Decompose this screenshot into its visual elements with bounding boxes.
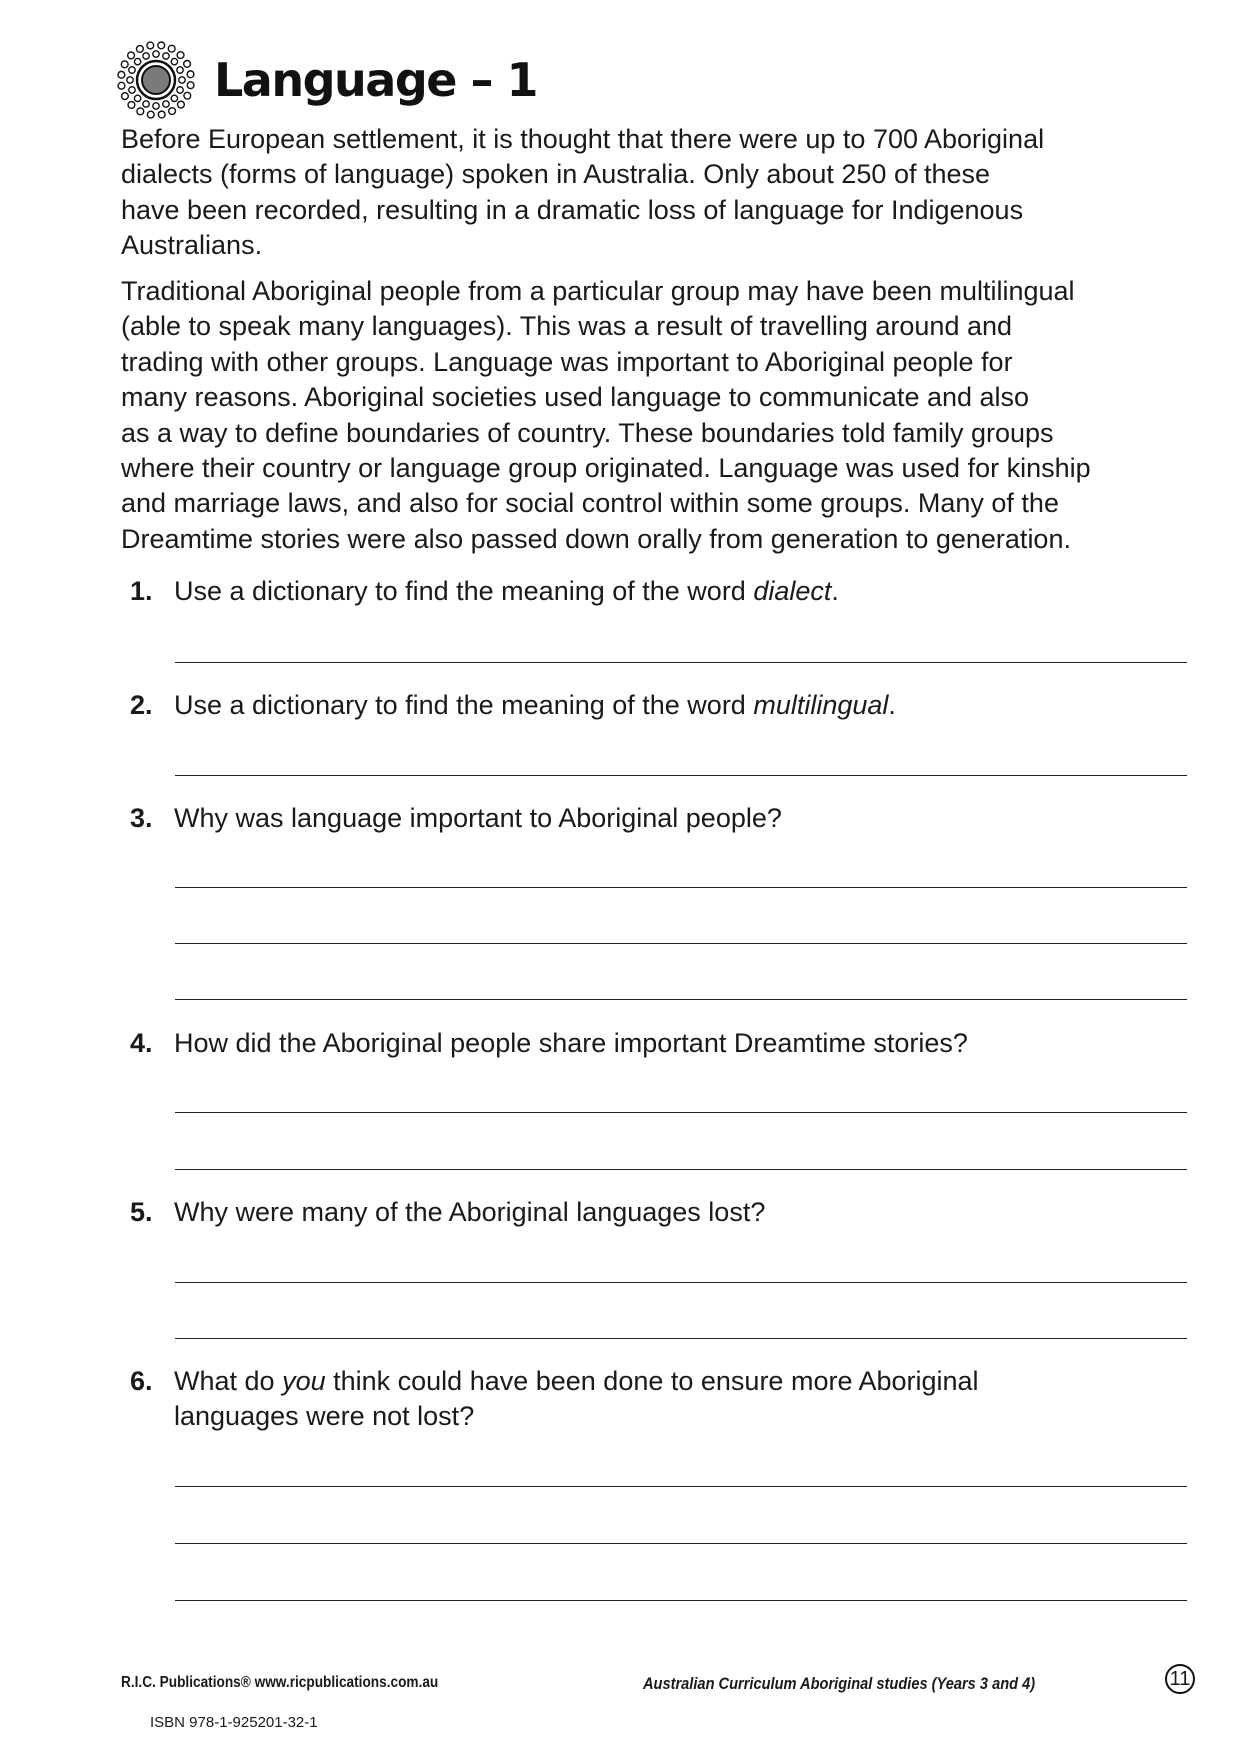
decor-dot: [187, 71, 194, 78]
question-number: 2.: [130, 690, 153, 720]
question-text-part: .: [831, 576, 839, 606]
decor-dot: [128, 102, 135, 109]
answer-line[interactable]: [175, 1282, 1187, 1283]
question-text: [174, 574, 839, 609]
decor-dot: [143, 53, 149, 59]
page-number: [1165, 1664, 1195, 1694]
answer-line[interactable]: [175, 999, 1187, 1000]
decor-dot: [127, 77, 133, 83]
answer-line[interactable]: [175, 775, 1187, 776]
question-text-part: .: [888, 690, 896, 720]
curriculum-title: Australian Curriculum Aboriginal studies (Years 3 and 4): [643, 1674, 1036, 1693]
decor-dot: [163, 101, 169, 107]
decor-dot: [128, 52, 135, 59]
question-number: 1.: [130, 576, 153, 606]
intro-paragraph-1: [121, 122, 1201, 264]
question-text: Why was language important to Aboriginal people?: [174, 803, 782, 833]
question-emphasis: multilingual: [753, 690, 889, 720]
decor-dot: [177, 67, 183, 73]
text-line: Before European settlement, it is thought that there were up to 700 Aboriginal: [121, 124, 1045, 154]
decor-dot: [177, 52, 184, 59]
decor-dot: [158, 42, 165, 49]
question-emphasis: dialect: [753, 576, 832, 606]
decor-dot: [134, 58, 140, 64]
title-row: [116, 40, 537, 120]
question-text-part: What do: [174, 1366, 283, 1396]
question-number: 5.: [130, 1197, 153, 1227]
question-line: [174, 1364, 979, 1399]
answer-line[interactable]: [175, 943, 1187, 944]
text-line: have been recorded, resulting in a dramatic loss of language for Indigenous: [121, 194, 1024, 225]
intro-paragraph-2: [121, 274, 1201, 557]
question-number: 3.: [130, 803, 153, 833]
decor-dot: [179, 77, 185, 83]
decor-dot: [137, 108, 144, 115]
text-line: dialects (forms of language) spoken in Australia. Only about 250 of these: [121, 159, 991, 190]
decor-dot: [134, 95, 140, 101]
decor-dot: [171, 58, 177, 64]
question-text: [174, 1364, 979, 1435]
decor-dot: [169, 108, 176, 115]
decor-dot: [129, 67, 135, 73]
decor-dot: [136, 46, 143, 53]
decor-dot: [147, 42, 154, 49]
decor-dot: [118, 71, 125, 78]
text-line: many reasons. Aboriginal societies used language to communicate and also: [121, 382, 1030, 413]
page-number-text: 11: [1169, 1667, 1191, 1690]
decor-dot: [171, 95, 177, 101]
decor-dot: [178, 101, 185, 108]
answer-line[interactable]: [175, 1338, 1187, 1339]
answer-line[interactable]: [175, 1543, 1187, 1544]
publisher-info: R.I.C. Publications® www.ricpublications.com.au: [121, 1674, 439, 1691]
text-line: where their country or language group originated. Language was used for kinship: [121, 453, 1091, 484]
question-text-part: Use a dictionary to find the meaning of the word: [174, 690, 754, 720]
text-line: Traditional Aboriginal people from a particular group may have been multilingual: [121, 276, 1075, 306]
question-number: 6.: [130, 1366, 153, 1396]
isbn: ISBN 978-1-925201-32-1: [150, 1714, 318, 1731]
answer-line[interactable]: [175, 887, 1187, 888]
decor-dot: [147, 111, 154, 118]
dot-sun-icon: [116, 40, 196, 120]
question-text: How did the Aboriginal people share important Dreamtime stories?: [174, 1028, 968, 1058]
answer-line[interactable]: [175, 1600, 1187, 1601]
text-line: trading with other groups. Language was important to Aboriginal people for: [121, 346, 1013, 377]
question-text: Why were many of the Aboriginal languages lost?: [174, 1197, 766, 1227]
answer-line[interactable]: [175, 1169, 1187, 1170]
decor-dot: [122, 93, 129, 100]
question-text-part: think could have been done to ensure more Aboriginal: [325, 1366, 979, 1396]
decor-dot: [187, 82, 194, 89]
decor-dot: [121, 61, 128, 68]
decor-dot: [184, 92, 191, 99]
text-line: Dreamtime stories were also passed down orally from generation to generation.: [121, 523, 1071, 554]
question-text-part: Use a dictionary to find the meaning of the word: [174, 576, 754, 606]
decor-dot: [153, 103, 159, 109]
decor-dot: [177, 87, 183, 93]
decor-dot: [158, 111, 165, 118]
text-line: as a way to define boundaries of country. These boundaries told family groups: [121, 417, 1054, 448]
decor-dot: [118, 82, 125, 89]
answer-line[interactable]: [175, 662, 1187, 663]
decor-dot: [143, 101, 149, 107]
page-title: Language – 1: [214, 53, 537, 107]
question-text: [174, 688, 896, 723]
decor-dot: [168, 45, 175, 52]
text-line: and marriage laws, and also for social control within some groups. Many of the: [121, 488, 1059, 519]
text-line: Australians.: [121, 230, 263, 261]
answer-line[interactable]: [175, 1112, 1187, 1113]
question-number: 4.: [130, 1028, 153, 1058]
question-line: languages were not lost?: [174, 1401, 475, 1432]
decor-dot: [153, 51, 159, 57]
decor-dot: [184, 60, 191, 67]
decor-dot: [163, 53, 169, 59]
question-emphasis: you: [282, 1366, 326, 1396]
decor-dot: [129, 87, 135, 93]
text-line: (able to speak many languages). This was a result of travelling around and: [121, 311, 1013, 342]
answer-line[interactable]: [175, 1486, 1187, 1487]
